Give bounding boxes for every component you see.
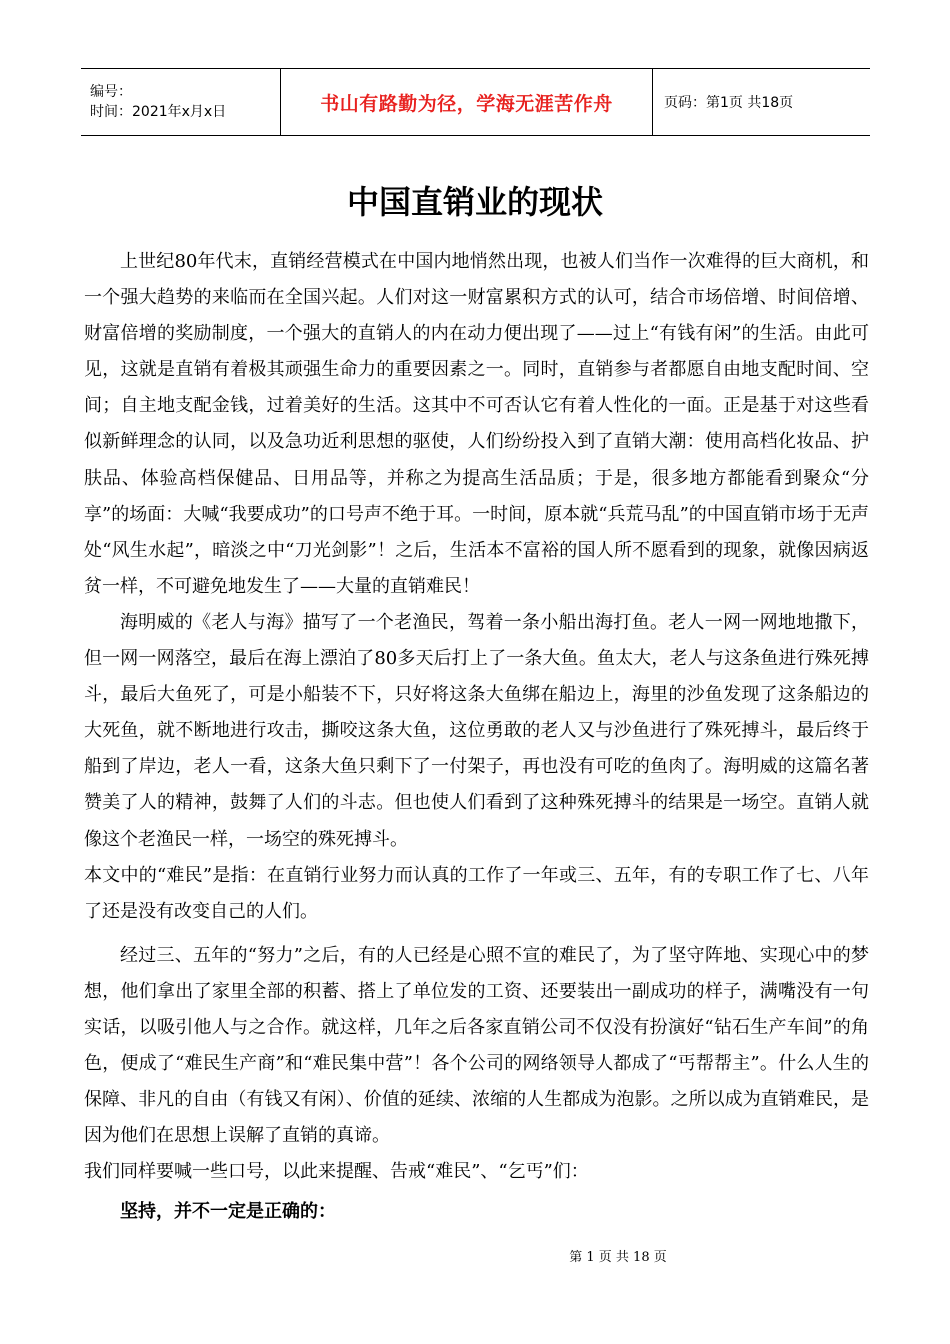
paragraph: 经过三、五年的“努力”之后，有的人已经是心照不宣的难民了，为了坚守阵地、实现心中的梦想，他们拿出了家里全部的积蓄、搭上了单位发的工资、还要装出一副成功的样子，满嘴没有一句实话，以吸引他人与之合作。就这样，几年之后各家直销公司不仅没有扮演好“钻石生产车间”的角色，便成了“难民生产商”和“难民集中营”！各个公司的网络领导人都成了“丐帮帮主”。什么人生的保障、非凡的自由（有钱又有闲）、价值的延续、浓缩的人生都成为泡影。之所以成为直销难民，是因为他们在思想上误解了直销的真谛。 — [84, 944, 869, 1147]
paragraph: 本文中的“难民”是指：在直销行业努力而认真的工作了一年或三、五年，有的专职工作了七、八年了还是没有改变自己的人们。 — [84, 864, 869, 922]
bold-heading-line: 坚持，并不一定是正确的： — [120, 1201, 336, 1223]
header-motto: 书山有路勤为径，学海无涯苦作舟 — [281, 69, 653, 135]
paragraph: 海明威的《老人与海》描写了一个老渔民，驾着一条小船出海打鱼。老人一网一网地地撒下，但一网一网落空，最后在海上漂泊了80多天后打上了一条大鱼。鱼太大，老人与这条鱼进行殊死搏斗，最后大鱼死了，可是小船装不下，只好将这条大鱼绑在船边上，海里的沙鱼发现了这条船边的大死鱼，就不断地进行攻击，撕咬这条大鱼，这位勇敢的老人又与沙鱼进行了殊死搏斗，最后终于船到了岸边，老人一看，这条大鱼只剩下了一付架子，再也没有可吃的鱼肉了。海明威的这篇名著赞美了人的精神，鼓舞了人们的斗志。但也使人们看到了这种殊死搏斗的结果是一场空。直销人就像这个老渔民一样，一场空的殊死搏斗。 — [84, 611, 869, 850]
document-date-label: 时间：2021年x月x日 — [90, 104, 227, 120]
header-meta — [81, 69, 281, 135]
document-number-label: 编号： — [90, 84, 132, 100]
header-page-info: 页码：第1页 共18页 — [664, 95, 794, 111]
page-header — [81, 68, 870, 136]
paragraph: 我们同样要喊一些口号，以此来提醒、告戒“难民”、“乞丐”们： — [84, 1161, 589, 1183]
paragraph: 上世纪80年代末，直销经营模式在中国内地悄然出现，也被人们当作一次难得的巨大商机，和一个强大趋势的来临而在全国兴起。人们对这一财富累积方式的认可，结合市场倍增、时间倍增、财富倍增的奖励制度，一个强大的直销人的内在动力便出现了——过上“有钱有闲”的生活。由此可见，这就是直销有着极其顽强生命力的重要因素之一。同时，直销参与者都愿自由地支配时间、空间；自主地支配金钱，过着美好的生活。这其中不可否认它有着人性化的一面。正是基于对这些看似新鲜理念的认同，以及急功近利思想的驱使，人们纷纷投入到了直销大潮：使用高档化妆品、护肤品、体验高档保健品、日用品等，并称之为提高生活品质；于是，很多地方都能看到聚众“分享”的场面：大喊“我要成功”的口号声不绝于耳。一时间，原本就“兵荒马乱”的中国直销市场于无声处“风生水起”，暗淡之中“刀光剑影”！之后，生活本不富裕的国人所不愿看到的现象，就像因病返贫一样，不可避免地发生了——大量的直销难民！ — [84, 251, 869, 597]
document-title: 中国直销业的现状 — [346, 183, 603, 221]
page-footer: 第 1 页 共 18 页 — [569, 1250, 667, 1265]
document-body — [84, 244, 869, 1231]
